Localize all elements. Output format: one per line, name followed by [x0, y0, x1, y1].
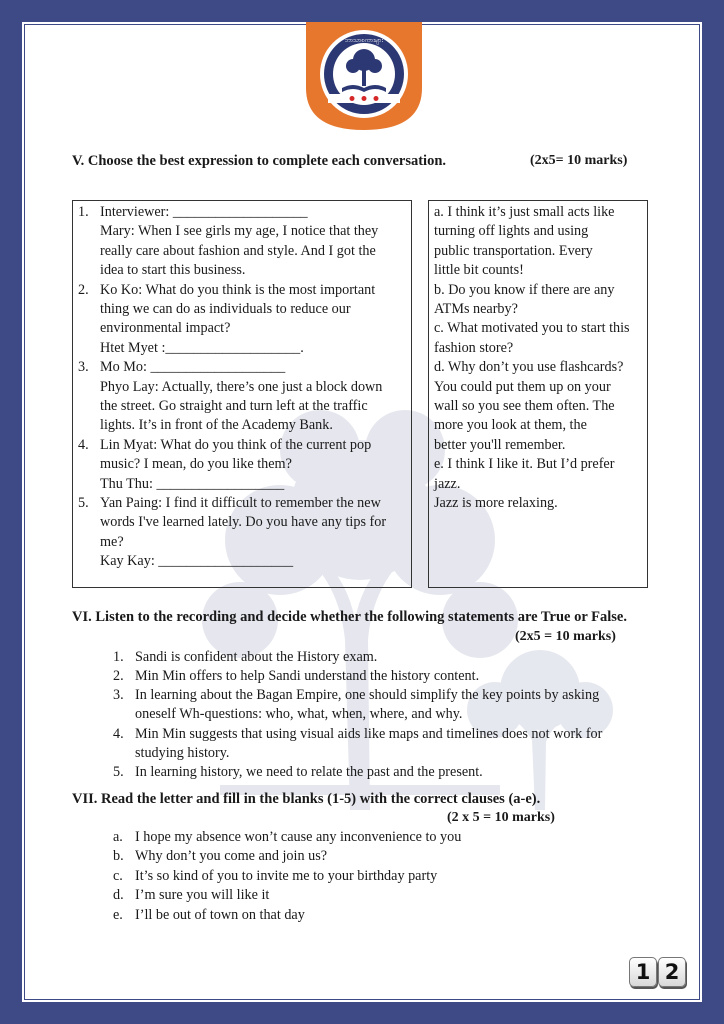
- item-number: 1.: [113, 649, 124, 665]
- conversation-line: [78, 436, 371, 455]
- item-text: public transportation. Every: [434, 242, 593, 259]
- statement-line: [113, 725, 602, 744]
- option-line: [434, 242, 593, 261]
- option-line: [434, 436, 565, 455]
- item-text: Yan Paing: I find it difficult to remember the new: [100, 495, 381, 511]
- item-text: environmental impact?: [100, 320, 231, 337]
- statement-line: [113, 667, 479, 686]
- clause-line: [113, 847, 327, 866]
- clause-line: [113, 886, 269, 905]
- school-logo: [306, 22, 422, 130]
- section6-marks: (2x5 = 10 marks): [515, 629, 616, 644]
- item-text: c. What motivated you to start this: [434, 320, 630, 337]
- item-number: 3.: [78, 359, 89, 376]
- item-text: You could put them up on your: [434, 378, 611, 395]
- item-text: better you'll remember.: [434, 436, 566, 453]
- item-text: thing we can do as individuals to reduce our: [100, 301, 351, 317]
- option-line: [434, 494, 558, 513]
- item-text: Mo Mo: ___________________: [100, 359, 286, 376]
- conversation-line: [78, 203, 308, 222]
- conversation-line: [78, 513, 386, 532]
- clause-line: [113, 867, 437, 886]
- conversation-line: [78, 339, 304, 358]
- conversation-line: [78, 397, 368, 416]
- item-text: I’ll be out of town on that day: [135, 906, 305, 923]
- conversation-line: [78, 494, 381, 513]
- item-text: d. Why don’t you use flashcards?: [434, 359, 624, 376]
- clause-line: [113, 828, 461, 847]
- option-line: [434, 358, 623, 377]
- item-text: oneself Wh-questions: who, what, when, where, and why.: [135, 706, 463, 722]
- item-number: 4.: [78, 436, 89, 453]
- item-text: ATMs nearby?: [434, 301, 518, 317]
- conversation-line: [78, 300, 351, 319]
- item-text: little bit counts!: [434, 262, 524, 279]
- item-text: wall so you see them often. The: [434, 398, 615, 414]
- item-text: me?: [100, 533, 124, 550]
- statement-line: [113, 744, 229, 763]
- item-text: In learning about the Bagan Empire, one should simplify the key points by asking: [135, 687, 600, 703]
- item-number: 5.: [78, 495, 89, 511]
- item-text: Sandi is confident about the History exam.: [135, 649, 378, 665]
- item-text: idea to start this business.: [100, 262, 246, 279]
- option-line: [434, 319, 630, 338]
- item-text: Min Min suggests that using visual aids like maps and timelines does not work for: [135, 726, 603, 742]
- statement-line: [113, 763, 483, 782]
- section6-title: VI. Listen to the recording and decide whether the following statements are True or False.: [72, 609, 627, 625]
- option-line: [434, 300, 518, 319]
- conversation-line: [78, 242, 376, 261]
- item-number: 1.: [78, 204, 89, 220]
- item-text: studying history.: [135, 745, 230, 761]
- option-line: [434, 222, 588, 241]
- item-text: jazz.: [434, 475, 461, 492]
- item-number: 2.: [78, 281, 89, 298]
- item-text: the street. Go straight and turn left at the traffic: [100, 398, 368, 414]
- option-line: [434, 455, 614, 474]
- section7-title: VII. Read the letter and fill in the blanks (1-5) with the correct clauses (a-e).: [72, 791, 541, 807]
- option-line: [434, 203, 614, 222]
- item-text: Phyo Lay: Actually, there’s one just a block down: [100, 378, 383, 395]
- item-text: Kay Kay: ___________________: [100, 553, 294, 570]
- item-text: Mary: When I see girls my age, I notice that they: [100, 223, 379, 240]
- option-line: [434, 281, 614, 300]
- item-text: e. I think I like it. But I’d prefer: [434, 456, 615, 473]
- conversation-line: [78, 281, 375, 300]
- item-text: It’s so kind of you to invite me to your birthday party: [135, 867, 438, 884]
- conversation-line: [78, 475, 284, 494]
- item-number: a.: [113, 829, 123, 845]
- conversation-line: [78, 533, 124, 552]
- item-text: music? I mean, do you like them?: [100, 456, 292, 473]
- statement-line: [113, 705, 462, 724]
- option-line: [434, 416, 587, 435]
- conversation-line: [78, 552, 293, 571]
- item-number: b.: [113, 848, 124, 865]
- statement-line: [113, 648, 377, 667]
- item-text: really care about fashion and style. And I got the: [100, 242, 376, 259]
- item-text: Interviewer: ___________________: [100, 204, 308, 220]
- item-text: Ko Ko: What do you think is the most important: [100, 281, 376, 298]
- section7-marks: (2 x 5 = 10 marks): [447, 810, 555, 825]
- option-line: [434, 397, 615, 416]
- clause-line: [113, 906, 305, 925]
- item-number: e.: [113, 906, 123, 923]
- item-text: more you look at them, the: [434, 417, 587, 434]
- item-text: b. Do you know if there are any: [434, 281, 615, 298]
- section5-marks: (2x5= 10 marks): [530, 153, 628, 168]
- item-number: 5.: [113, 764, 124, 780]
- option-line: [434, 475, 460, 494]
- option-line: [434, 339, 513, 358]
- conversation-line: [78, 416, 333, 435]
- page-number-digit-2: 2: [658, 957, 686, 987]
- item-text: Min Min offers to help Sandi understand the history content.: [135, 668, 480, 684]
- conversation-line: [78, 378, 382, 397]
- item-text: a. I think it’s just small acts like: [434, 204, 615, 220]
- section5-title: V. Choose the best expression to complete each conversation.: [72, 153, 447, 169]
- item-text: Thu Thu: __________________: [100, 475, 285, 492]
- statement-line: [113, 686, 599, 705]
- logo-text: ဘာသာစကားများ: [344, 37, 384, 44]
- item-text: Why don’t you come and join us?: [135, 848, 328, 865]
- option-line: [434, 378, 611, 397]
- item-number: 4.: [113, 726, 124, 742]
- item-number: 3.: [113, 687, 124, 703]
- item-text: turning off lights and using: [434, 223, 589, 240]
- item-text: Lin Myat: What do you think of the current pop: [100, 436, 372, 453]
- item-text: lights. It’s in front of the Academy Bank.: [100, 417, 333, 434]
- item-text: I hope my absence won’t cause any inconvenience to you: [135, 829, 462, 845]
- option-line: [434, 261, 524, 280]
- conversation-line: [78, 358, 285, 377]
- item-text: Jazz is more relaxing.: [434, 495, 558, 511]
- item-number: 2.: [113, 668, 124, 684]
- item-number: c.: [113, 867, 123, 884]
- conversation-line: [78, 222, 378, 241]
- item-text: In learning history, we need to relate the past and the present.: [135, 764, 483, 780]
- item-text: words I've learned lately. Do you have any tips for: [100, 514, 387, 531]
- page-number-digit-1: 1: [629, 957, 657, 987]
- conversation-line: [78, 319, 230, 338]
- item-number: d.: [113, 887, 124, 904]
- conversation-line: [78, 455, 292, 474]
- item-text: fashion store?: [434, 339, 514, 356]
- conversation-line: [78, 261, 245, 280]
- item-text: I’m sure you will like it: [135, 887, 270, 904]
- item-text: Htet Myet :___________________.: [100, 339, 304, 356]
